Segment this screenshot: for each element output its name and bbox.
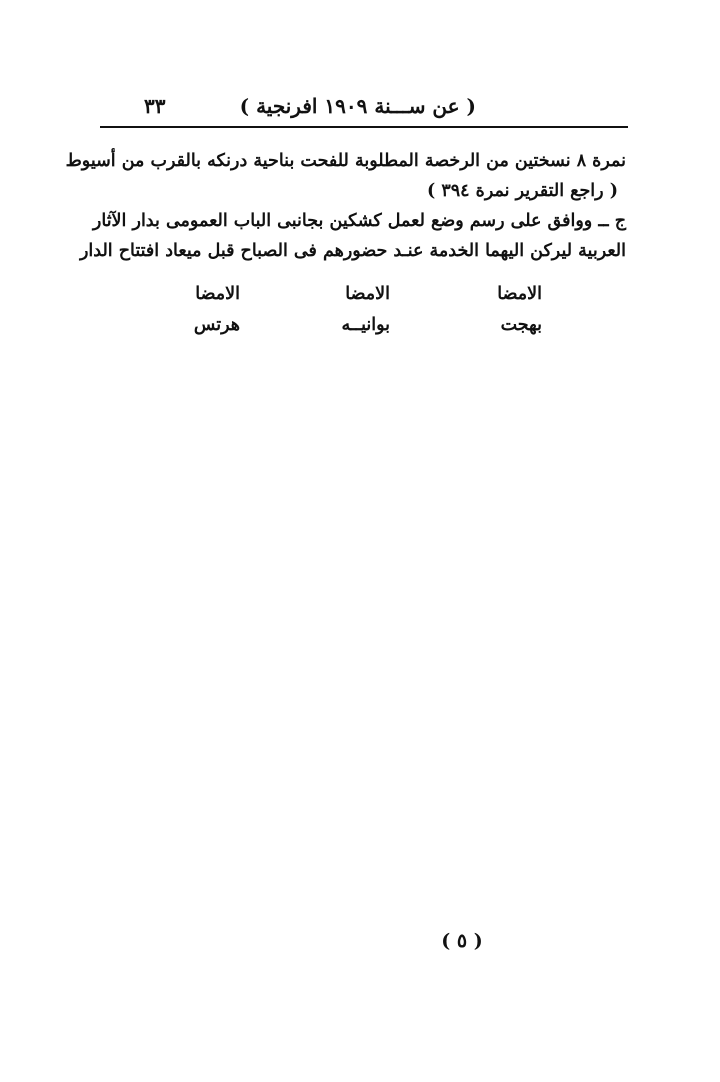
paragraph-line: ج ــ ووافق على رسم وضع لعمل كشكين بجانبى الباب العمومى بدار الآثار	[92, 211, 626, 231]
signature-names-row	[140, 315, 580, 345]
signature-label: الامضا	[195, 284, 240, 304]
header-rule	[100, 126, 628, 128]
page-header	[100, 92, 628, 126]
signature-label: الامضا	[345, 284, 390, 304]
signatory-name: بوانيــه	[341, 315, 390, 335]
signatory-name: هرتس	[193, 315, 240, 335]
paragraph-line: نمرة ٨ نسختين من الرخصة المطلوبة للفحت بناحية درنكه بالقرب من أسيوط	[65, 151, 626, 171]
paragraph-line: العربية ليركن اليهما الخدمة عنـد حضورهم فى الصباح قبل ميعاد افتتاح الدار	[79, 241, 626, 261]
signature-labels-row	[140, 284, 580, 314]
signatory-name: بهجت	[500, 315, 542, 335]
paragraph-line: ( راجع التقرير نمرة ٣٩٤ )	[427, 181, 618, 201]
section-mark: ( ٥ )	[441, 930, 483, 952]
signature-label: الامضا	[497, 284, 542, 304]
running-title: ( عن ســـنة ١٩٠٩ افرنجية )	[239, 94, 476, 118]
body-text	[65, 146, 626, 266]
page-number: ٣٣	[144, 94, 166, 118]
